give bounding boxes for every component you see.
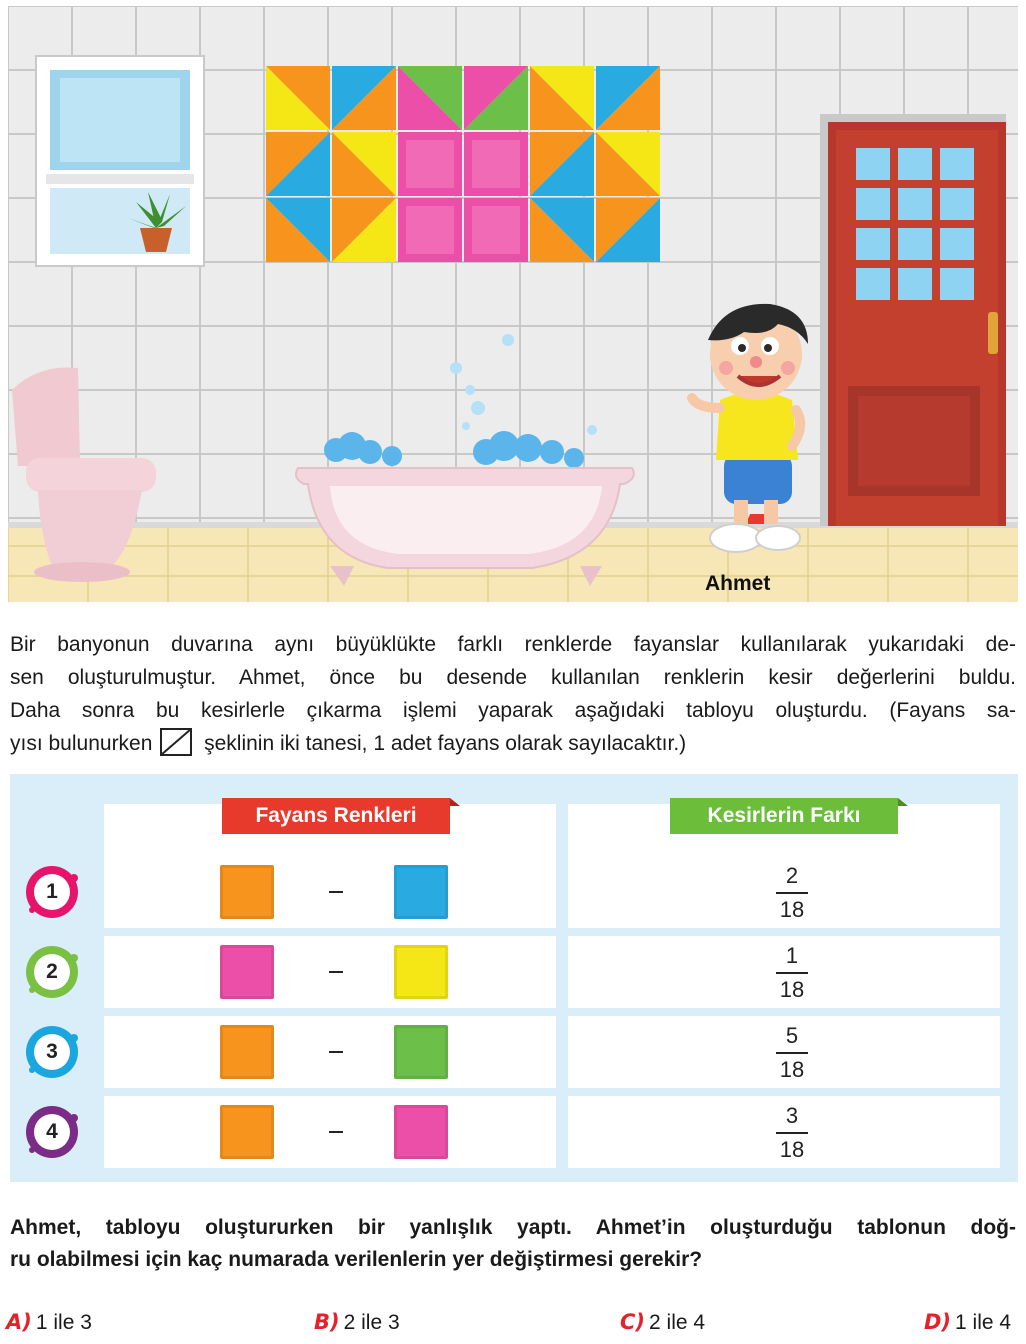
fraction-numerator: 5 (785, 1023, 799, 1048)
row-number: 1 (46, 880, 58, 903)
fraction-difference (762, 1023, 822, 1083)
fraction-bar (776, 972, 808, 974)
fraction-difference (762, 943, 822, 1003)
mosaic-tile-piece (472, 206, 520, 254)
fraction-denominator: 18 (779, 1057, 805, 1082)
fraction-difference (762, 1103, 822, 1163)
door (820, 114, 1006, 526)
fraction-bar (776, 892, 808, 894)
problem-line-end: şeklinin iki tanesi, 1 adet fayans olarak sayılacaktır.) (204, 732, 687, 755)
character-name-label: Ahmet (705, 572, 771, 595)
option-letter: B) (314, 1310, 340, 1334)
minus-sign (329, 891, 343, 893)
row-number: 2 (46, 960, 58, 983)
fraction-denominator: 18 (779, 897, 805, 922)
option-text: 2 ile 4 (649, 1311, 706, 1334)
problem-line-start: yısı bulunurken (10, 732, 153, 755)
fraction-bar (776, 1052, 808, 1054)
option-b[interactable] (314, 1310, 400, 1335)
tile-colors-header: Fayans Renkleri (222, 798, 450, 834)
fraction-difference-header: Kesirlerin Farkı (670, 798, 898, 834)
mosaic-tile-piece (406, 140, 454, 188)
left-tile-swatch (220, 945, 274, 999)
option-a[interactable] (6, 1310, 92, 1335)
option-text: 1 ile 3 (35, 1311, 92, 1334)
problem-line: Bir banyonun duvarına aynı büyüklükte farklı renklerde fayanslar kullanılarak yukarıdaki de- (10, 633, 1016, 656)
bathroom-illustration (8, 6, 1018, 602)
mosaic-tile-piece (472, 140, 520, 188)
option-letter: D) (924, 1310, 952, 1334)
problem-line: Daha sonra bu kesirlerle çıkarma işlemi yaparak aşağıdaki tabloyu oluşturdu. (Fayans sa- (10, 699, 1016, 722)
fraction-difference (762, 863, 822, 923)
question-text (10, 1212, 1016, 1276)
row-number-badge (24, 1024, 80, 1080)
question-line: Ahmet, tabloyu oluştururken bir yanlışlık yaptı. Ahmet’in oluşturduğu tablonun doğ- (10, 1216, 1016, 1239)
fraction-numerator: 3 (785, 1103, 799, 1128)
option-letter: C) (620, 1310, 646, 1334)
row-number-badge (24, 864, 80, 920)
right-tile-swatch (394, 945, 448, 999)
problem-line (10, 727, 1016, 760)
mosaic-tile-piece (406, 206, 454, 254)
row-number: 4 (46, 1120, 58, 1143)
problem-line: sen oluşturulmuştur. Ahmet, önce bu desende kullanılan renklerin kesir değerlerini buldu. (10, 666, 1016, 689)
minus-sign (329, 1051, 343, 1053)
minus-sign (329, 971, 343, 973)
row-number: 3 (46, 1040, 58, 1063)
option-text: 2 ile 3 (343, 1311, 400, 1334)
fraction-numerator: 1 (785, 943, 799, 968)
option-c[interactable] (620, 1310, 705, 1335)
option-letter: A) (6, 1310, 32, 1334)
window (36, 56, 204, 266)
left-tile-swatch (220, 1105, 274, 1159)
fraction-numerator: 2 (785, 863, 799, 888)
question-line: ru olabilmesi için kaç numarada verilenlerin yer değiştirmesi gerekir? (10, 1248, 703, 1271)
answer-options (0, 1310, 1026, 1342)
right-tile-swatch (394, 865, 448, 919)
right-tile-swatch (394, 1025, 448, 1079)
left-tile-swatch (220, 865, 274, 919)
left-tile-swatch (220, 1025, 274, 1079)
minus-sign (329, 1131, 343, 1133)
option-text: 1 ile 4 (955, 1311, 1012, 1334)
fraction-table (10, 774, 1018, 1182)
option-d[interactable] (924, 1310, 1011, 1335)
fraction-bar (776, 1132, 808, 1134)
row-number-badge (24, 944, 80, 1000)
fraction-denominator: 18 (779, 1137, 805, 1162)
right-tile-swatch (394, 1105, 448, 1159)
fraction-denominator: 18 (779, 977, 805, 1002)
half-tile-icon (160, 728, 192, 756)
row-number-badge (24, 1104, 80, 1160)
problem-text (10, 628, 1016, 760)
